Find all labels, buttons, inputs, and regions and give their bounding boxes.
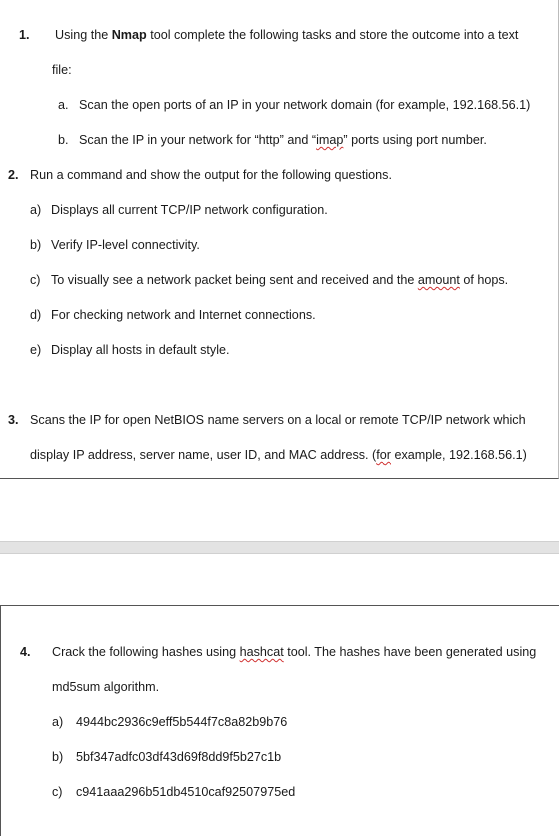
q1-number: 1. — [19, 28, 30, 42]
q4-b-marker: b) — [52, 750, 64, 764]
q1-line-1 — [55, 27, 518, 43]
q1-b-text — [79, 132, 487, 148]
q2-b-marker: b) — [30, 238, 42, 252]
q4-line-2: md5sum algorithm. — [52, 680, 160, 694]
q2-c-marker: c) — [30, 273, 41, 287]
q1-a-text: Scan the open ports of an IP in your network domain (for example, 192.168.56.1) — [79, 98, 531, 112]
q1-b-post: ” ports using port number. — [343, 133, 487, 147]
q1-a-marker: a. — [58, 98, 69, 112]
q4-c-hash: c941aaa296b51db4510caf92507975ed — [76, 785, 296, 799]
page-separator — [0, 541, 559, 554]
q2-c-spell-flag: amount — [417, 273, 460, 287]
q2-d-text: For checking network and Internet connections. — [51, 308, 316, 322]
q3-line-1: Scans the IP for open NetBIOS name servers on a local or remote TCP/IP network which — [30, 413, 526, 427]
q4-number: 4. — [20, 645, 31, 659]
q3-line-2-post: example, 192.168.56.1) — [390, 448, 527, 462]
q2-a-text: Displays all current TCP/IP network configuration. — [51, 203, 328, 217]
q1-line-1-post: tool complete the following tasks and store the outcome into a text — [146, 28, 519, 42]
q3-line-2 — [30, 447, 527, 463]
document-page-2 — [0, 605, 559, 836]
q2-a-marker: a) — [30, 203, 42, 217]
q3-line-2-pre: display IP address, server name, user ID, and MAC address. ( — [30, 448, 377, 462]
q4-b-hash: 5bf347adfc03df43d69f8dd9f5b27c1b — [76, 750, 282, 764]
q2-number: 2. — [8, 168, 19, 182]
q2-e-text: Display all hosts in default style. — [51, 343, 230, 357]
q2-c-pre: To visually see a network packet being sent and received and the — [51, 273, 418, 287]
q3-number: 3. — [8, 413, 19, 427]
q1-b-marker: b. — [58, 133, 69, 147]
q1-b-pre: Scan the IP in your network for “http” and “ — [79, 133, 317, 147]
q4-line-1-post: tool. The hashes have been generated using — [283, 645, 537, 659]
q4-spell-flag: hashcat — [239, 645, 284, 659]
q4-c-marker: c) — [52, 785, 63, 799]
q2-c-text — [51, 272, 508, 288]
q2-text: Run a command and show the output for the following questions. — [30, 168, 392, 182]
q3-spell-flag: for — [376, 448, 391, 462]
q4-line-1 — [52, 644, 536, 660]
q2-e-marker: e) — [30, 343, 42, 357]
q1-line-1-pre: Using the — [55, 28, 112, 42]
q4-line-1-pre: Crack the following hashes using — [52, 645, 240, 659]
q2-b-text: Verify IP-level connectivity. — [51, 238, 200, 252]
q1-b-spell-flag: imap — [316, 133, 344, 147]
q2-c-post: of hops. — [459, 273, 509, 287]
q2-d-marker: d) — [30, 308, 42, 322]
q4-a-marker: a) — [52, 715, 64, 729]
q1-tool-name: Nmap — [111, 28, 147, 42]
q1-line-2: file: — [52, 63, 72, 77]
q4-a-hash: 4944bc2936c9eff5b544f7c8a82b9b76 — [76, 715, 288, 729]
